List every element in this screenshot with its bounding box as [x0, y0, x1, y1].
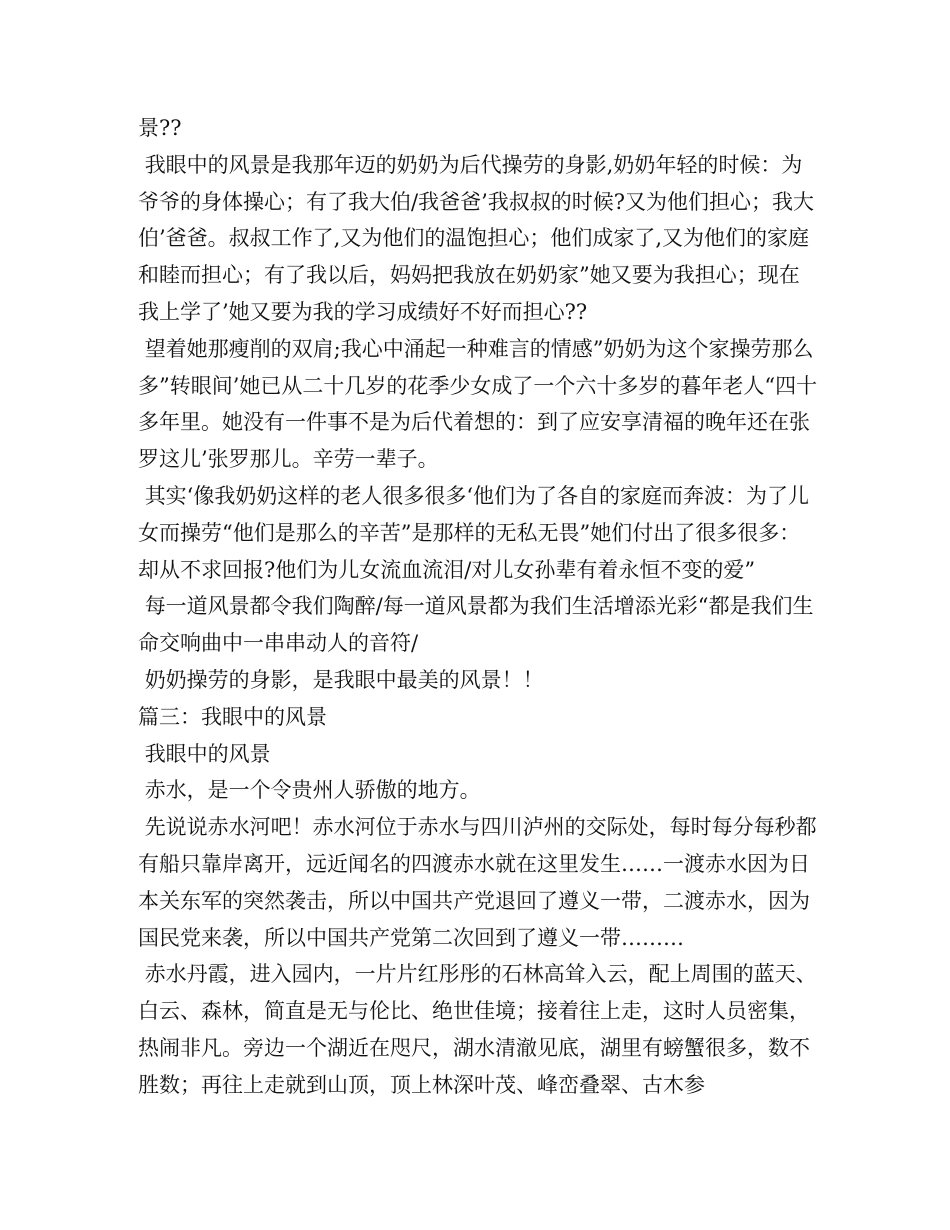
- paragraph-4: 其实‘像我奶奶这样的老人很多很多‘他们为了各自的家庭而奔波：为了儿女而操劳“他们是那么的辛苦”是那样的无私无畏”她们付出了很多很多：却从不求回报?他们为儿女流血流泪/对儿女孙辈有着永恒不变的爱”: [138, 483, 810, 582]
- paragraph-7: 赤水，是一个令贵州人骄傲的地方。: [138, 778, 481, 803]
- paragraph-6: 奶奶操劳的身影，是我眼中最美的风景！！: [138, 667, 544, 692]
- paragraph-3: 望着她那瘦削的双肩;我心中涌起一种难言的情感”奶奶为这个家操劳那么多”转眼间’她已从二十几岁的花季少女成了一个六十多岁的暮年老人“四十多年里。她没有一件事不是为后代着想的：到了应安享清福的晚年还在张罗这儿’张罗那儿。辛劳一辈子。: [138, 336, 818, 472]
- paragraph-1: 景??: [138, 116, 182, 140]
- paragraph-5: 每一道风景都令我们陶醉/每一道风景都为我们生活增添光彩“都是我们生命交响曲中一串串动人的音符/: [138, 594, 814, 656]
- paragraph-8: 先说说赤水河吧！赤水河位于赤水与四川泸州的交际处，每时每分每秒都有船只靠岸离开，远近闻名的四渡赤水就在这里发生……一渡赤水因为日本关东军的突然袭击，所以中国共产党退回了遵义一带，二渡赤水，因为国民党来袭，所以中国共产党第二次回到了遵义一带………: [138, 815, 817, 950]
- section-heading: 篇三：我眼中的风景: [138, 704, 327, 729]
- essay-title: 我眼中的风景: [138, 741, 271, 766]
- paragraph-9: 赤水丹霞，进入园内，一片片红彤彤的石林高耸入云，配上周围的蓝天、白云、森林，简直是无与伦比、绝世佳境；接着往上走，这时人员密集，热闹非凡。旁边一个湖近在咫尺，湖水清澈见底，湖里有螃蟹很多，数不胜数；再往上走就到山顶，顶上林深叶茂、峰峦叠翠、古木参: [138, 962, 817, 1097]
- paragraph-2: 我眼中的风景是我那年迈的奶奶为后代操劳的身影,奶奶年轻的时候：为爷爷的身体操心；有了我大伯/我爸爸’我叔叔的时候?又为他们担心；我大伯’爸爸。叔叔工作了,又为他们的温饱担心；他们成家了,又为他们的家庭和睦而担心；有了我以后，妈妈把我放在奶奶家”她又要为我担心；现在我上学了’她又要为我的学习成绩好不好而担心??: [138, 152, 815, 324]
- document-body: [138, 110, 818, 1104]
